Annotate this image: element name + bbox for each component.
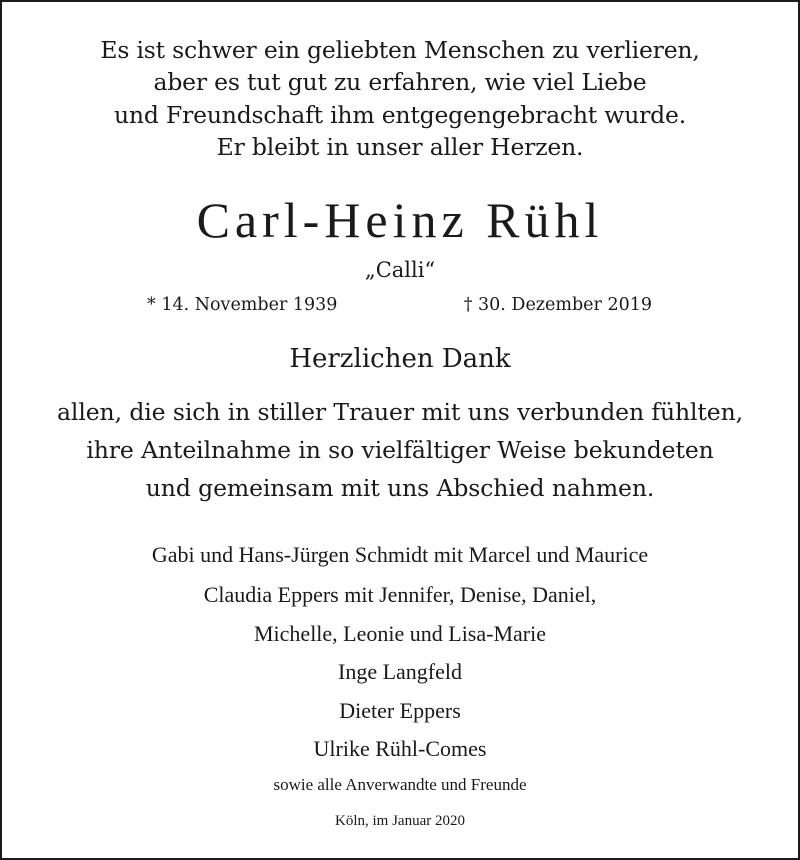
birth-date: * 14. November 1939 [147, 295, 338, 315]
mourners-others: sowie alle Anverwandte und Freunde [273, 775, 527, 794]
thanks-line-1: allen, die sich in stiller Trauer mit uns verbunden fühlten, [57, 398, 743, 426]
mourner-line-6: Ulrike Rühl-Comes [313, 736, 487, 761]
verse-line-1: Es ist schwer ein geliebten Menschen zu verlieren, [100, 36, 700, 64]
verse-line-2: aber es tut gut zu erfahren, wie viel Liebe [153, 68, 647, 96]
mourner-line-4: Inge Langfeld [338, 659, 462, 684]
thanks-heading: Herzlichen Dank [289, 344, 511, 374]
thanks-line-2: ihre Anteilnahme in so vielfältiger Weise bekundeten [86, 436, 714, 464]
verse-line-4: Er bleibt in unser aller Herzen. [216, 133, 584, 161]
place-and-date: Köln, im Januar 2020 [335, 813, 465, 829]
thanks-line-3: und gemeinsam mit uns Abschied nahmen. [145, 474, 655, 502]
mourner-line-2: Claudia Eppers mit Jennifer, Denise, Daniel, [203, 582, 597, 607]
deceased-name: Carl-Heinz Rühl [196, 192, 604, 248]
mourner-line-1: Gabi und Hans-Jürgen Schmidt mit Marcel und Maurice [151, 542, 649, 567]
death-date: † 30. Dezember 2019 [463, 295, 652, 315]
mourner-line-5: Dieter Eppers [339, 698, 461, 723]
verse-line-3: und Freundschaft ihm entgegengebracht wurde. [114, 101, 686, 129]
deceased-nickname: „Calli“ [364, 258, 436, 282]
mourner-line-3: Michelle, Leonie und Lisa-Marie [253, 621, 546, 646]
